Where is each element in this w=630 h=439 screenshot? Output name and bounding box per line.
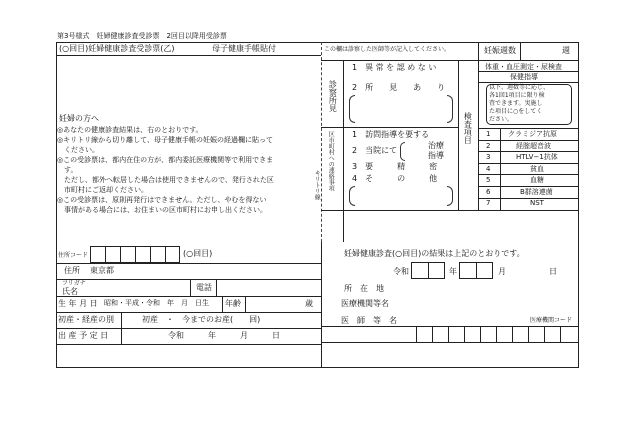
instruction-line: 各1回1項目に限り検 — [489, 92, 545, 99]
notice-line: 市町村にご返却ください。 — [57, 186, 148, 194]
exam-row-line — [478, 151, 579, 152]
age-unit: 歳 — [305, 299, 313, 308]
institution-label: 医療機関等名 — [341, 299, 389, 308]
ticket-title: (○回目)妊婦健康診査受診票(乙) — [59, 44, 175, 53]
exam-name[interactable]: HTLV−1抗体 — [516, 153, 558, 161]
birth-label: 生 年 月 日 — [58, 299, 98, 308]
age-label: 年齢 — [225, 299, 241, 308]
year-label: 年 — [449, 267, 457, 276]
address-label: 住所 — [64, 266, 80, 275]
doctor-note: この欄は診察した医師等が記入してください。 — [324, 46, 451, 53]
finding-1: 1 異 常 を 認 め な い — [352, 63, 437, 72]
exam-row-line — [478, 128, 579, 129]
day-label: 日 — [549, 267, 557, 276]
age-divider — [245, 296, 246, 312]
weeks-unit: 週 — [562, 46, 570, 55]
notice-line: ただし、都外へ転居した場合は使用できませんので、発行された区 — [57, 176, 274, 184]
finding-bracket-right — [447, 95, 453, 123]
exam-row-line — [478, 186, 579, 187]
exam-no: 1 — [486, 130, 491, 138]
exam-name[interactable]: B群溶連菌 — [520, 188, 553, 196]
times-label: (○回目) — [183, 249, 213, 258]
exam-row-line — [478, 71, 579, 72]
code-cell — [544, 326, 545, 342]
row-line — [56, 312, 321, 313]
code-cell — [416, 326, 417, 342]
doctor-label: 医 師 等 名 — [341, 316, 397, 325]
due-date-value: 令和 年 月 日 — [168, 331, 280, 340]
location-label: 所 在 地 — [344, 284, 384, 293]
code-box-divider — [135, 246, 136, 263]
code-cell — [496, 326, 497, 342]
exam-name[interactable]: 経腟超音波 — [516, 142, 551, 150]
code-cell — [512, 326, 513, 342]
phone-label: 電話 — [196, 283, 212, 292]
month-box-divider — [476, 262, 477, 279]
finding-2: 2 所 見 あ り — [352, 83, 446, 92]
code-label: 住所コード — [58, 252, 89, 259]
furigana-label: フリガナ — [62, 280, 86, 287]
notice-line: ください。 — [57, 146, 99, 154]
code-cell — [432, 326, 433, 342]
notice-line: ◎この受診票は、都内在住の方が、都内委託医療機関等で利用できま — [57, 156, 274, 164]
header-underline — [321, 60, 579, 61]
notice-line: ◎あなたの健康診査結果は、右のとおりです。 — [57, 126, 203, 134]
exam-row-line — [478, 198, 579, 199]
contact-4: 4 そ の 他 — [352, 174, 438, 183]
code-cell — [464, 326, 465, 342]
contact-bottom — [321, 210, 579, 211]
contact-2: 2 当院にて — [352, 146, 398, 155]
birth-value: 昭和・平成・令和 年 月 日生 — [104, 299, 209, 307]
code-cell — [448, 326, 449, 342]
exam-no: 5 — [486, 176, 491, 184]
code-row-bottom — [321, 342, 579, 343]
exam-no: 7 — [486, 199, 491, 207]
code-box-divider — [165, 246, 166, 263]
exam-name[interactable]: 血糖 — [530, 176, 544, 184]
exam-header: 体重・血圧測定・尿検査 — [485, 63, 562, 71]
code-cell — [480, 326, 481, 342]
code-cell — [528, 326, 529, 342]
code-box-divider — [105, 246, 106, 263]
row-line — [56, 328, 321, 329]
contact-1: 1 訪問指導を要する — [352, 130, 430, 139]
exam-row-line — [478, 82, 579, 83]
contact-2b: 指導 — [428, 151, 444, 160]
code-cell — [560, 326, 561, 342]
exam-no: 3 — [486, 153, 491, 161]
exam-name[interactable]: クラミジア抗原 — [508, 130, 557, 138]
notice-line: 事情がある場合には、お住まいの区市町村にお申し出ください。 — [57, 206, 267, 214]
instruction-line: 以下、週数等に応じ、 — [489, 84, 550, 91]
findings-bottom — [321, 127, 458, 128]
parity-value: 初産 ・ 今までのお産( 回) — [142, 315, 261, 324]
instruction-line: 査できます。実施し — [489, 100, 543, 107]
weeks-divider — [520, 42, 521, 60]
phone-divider — [190, 279, 191, 296]
exam-name[interactable]: NST — [530, 199, 544, 207]
contact-bracket-right — [447, 186, 453, 206]
row-line — [56, 263, 321, 264]
notice-line: ◎この受診票は、原則再発行はできません。ただし、やむを得ない — [57, 196, 267, 204]
health-guidance: 保健指導 — [510, 73, 538, 81]
code-box-divider — [150, 246, 151, 263]
month-label: 月 — [498, 267, 506, 276]
contact-bracket-left — [349, 186, 355, 206]
reiwa-label: 令和 — [393, 267, 409, 276]
age-divider — [222, 296, 223, 312]
label-column-divider — [121, 312, 122, 344]
form-header-title: 第3号様式 妊婦健康診査受診票 2回目以降用受診票 — [57, 32, 227, 40]
parity-label: 初産・経産の別 — [58, 315, 114, 324]
code-box-divider — [120, 246, 121, 263]
notice-line: す。 — [57, 166, 78, 174]
institution-code-label: 医療機関コード — [530, 317, 573, 324]
exam-row-line — [478, 174, 579, 175]
finding-bracket-left — [349, 95, 355, 123]
handbook-paste-label: 母子健康手帳貼付 — [212, 44, 276, 53]
phone-divider — [216, 279, 217, 296]
code-row-top — [321, 326, 579, 327]
kiritori-label: キリトリ線 — [313, 170, 321, 200]
instruction-line: た項目に○をしてく — [489, 108, 543, 115]
contact-2a: 治療 — [428, 141, 444, 150]
findings-label: 診察所見 — [328, 80, 338, 112]
findings-label-divider — [343, 60, 344, 242]
instruction-line: ださい。 — [489, 116, 514, 123]
name-label: 氏名 — [62, 287, 78, 296]
notice-line: ◎キリトリ線から切り離して、母子健康手帳の妊娠の経過欄に貼って — [57, 136, 273, 144]
contact-label: 区市町村への連絡事項 — [327, 131, 335, 191]
kiritori-line — [321, 42, 322, 242]
exam-name[interactable]: 貧血 — [530, 165, 544, 173]
exam-row-line — [478, 163, 579, 164]
center-divider — [321, 242, 322, 368]
ticket-title-underline — [56, 55, 321, 56]
notice-to: 妊婦の方へ — [59, 114, 99, 123]
exam-label-divider — [458, 60, 459, 210]
exam-items-label: 検査項目 — [463, 112, 473, 144]
notice-text — [57, 127, 319, 217]
exam-row-line — [478, 140, 579, 141]
contact-bracket — [400, 142, 405, 161]
result-statement: 妊婦健康診査(○回目)の結果は上記のとおりです。 — [344, 249, 525, 258]
row-line — [56, 296, 321, 297]
weeks-divider — [478, 42, 479, 60]
exam-no: 4 — [486, 165, 491, 173]
row-line — [56, 344, 321, 345]
exam-no: 6 — [486, 188, 491, 196]
instruction-text — [489, 85, 549, 125]
year-box-divider — [428, 262, 429, 279]
contact-3: 3 要 精 密 — [352, 162, 438, 171]
address-value: 東京都 — [90, 266, 114, 275]
row-line — [56, 279, 321, 280]
due-date-label: 出 産 予 定 日 — [58, 331, 109, 340]
weeks-label: 妊娠週数 — [484, 46, 516, 55]
exam-no: 2 — [486, 142, 491, 150]
